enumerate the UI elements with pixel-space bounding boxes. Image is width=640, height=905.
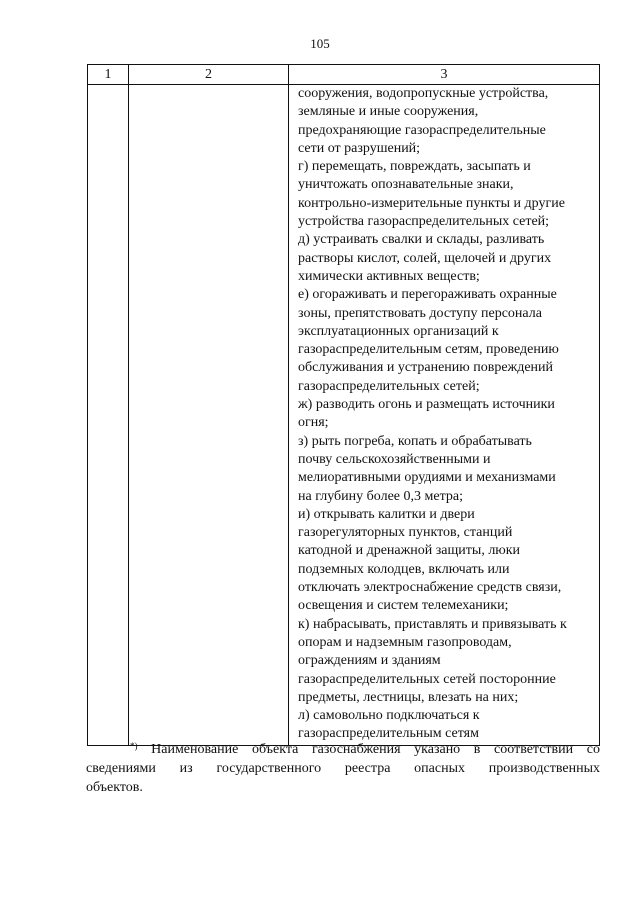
text-line: обслуживания и устранению повреждений xyxy=(298,360,554,376)
footnote-line: сведениями из государственного реестра опасных производственных xyxy=(86,761,600,776)
text-line: опорам и надземным газопроводам, xyxy=(298,634,512,650)
text-line: освещения и систем телемеханики; xyxy=(298,598,509,614)
text-line: уничтожать опознавательные знаки, xyxy=(298,177,514,193)
column-header-2: 2 xyxy=(129,65,289,85)
column-1-cell xyxy=(88,85,129,746)
text-line: контрольно-измерительные пункты и другие xyxy=(298,195,565,211)
text-line: ограждениям и зданиям xyxy=(298,653,441,669)
text-line: земляные и иные сооружения, xyxy=(298,104,479,120)
text-line: сооружения, водопропускные устройства, xyxy=(298,86,549,101)
text-line: эксплуатационных организаций к xyxy=(298,323,499,339)
text-line: газораспределительным сетям, проведению xyxy=(298,342,559,358)
table-row xyxy=(88,85,600,746)
page-number: 105 xyxy=(310,36,330,51)
text-line: и) открывать калитки и двери xyxy=(298,506,475,522)
text-line: к) набрасывать, приставлять и привязывать к xyxy=(298,616,567,632)
column-header-3: 3 xyxy=(289,65,600,85)
text-line: ж) разводить огонь и размещать источники xyxy=(298,397,555,413)
column-3-cell xyxy=(289,85,600,746)
text-line: г) перемещать, повреждать, засыпать и xyxy=(298,159,531,175)
text-line: на глубину более 0,3 метра; xyxy=(298,488,463,504)
column-2-cell xyxy=(129,85,289,746)
footnote-line xyxy=(86,740,600,759)
text-line: газораспределительных сетей; xyxy=(298,378,480,394)
footnote-line: объектов. xyxy=(86,780,143,795)
text-line: отключать электроснабжение средств связи, xyxy=(298,580,562,596)
text-line: химически активных веществ; xyxy=(298,268,480,284)
text-line: зоны, препятствовать доступу персонала xyxy=(298,305,542,321)
text-line: устройства газораспределительных сетей; xyxy=(298,214,550,230)
table-header-row xyxy=(88,65,600,85)
text-line: предметы, лестницы, влезать на них; xyxy=(298,689,519,705)
text-line: мелиоративными орудиями и механизмами xyxy=(298,470,556,486)
requirements-table xyxy=(87,64,600,746)
footnote-marker: *) xyxy=(130,741,138,751)
text-line: газораспределительным сетям xyxy=(298,726,479,742)
text-line: д) устраивать свалки и склады, разливать xyxy=(298,232,545,248)
text-line: сети от разрушений; xyxy=(298,140,421,156)
text-line: предохраняющие газораспределительные xyxy=(298,122,546,138)
text-line: газорегуляторных пунктов, станций xyxy=(298,525,513,541)
footnote-text-1: Наименование объекта газоснабжения указано в соответствии со xyxy=(151,742,600,757)
text-line: огня; xyxy=(298,415,329,431)
text-line: подземных колодцев, включать или xyxy=(298,561,510,577)
text-line: почву сельскохозяйственными и xyxy=(298,451,491,467)
text-line: растворы кислот, солей, щелочей и других xyxy=(298,250,552,266)
footnote xyxy=(86,740,600,797)
text-line: з) рыть погреба, копать и обрабатывать xyxy=(298,433,532,449)
text-line: е) огораживать и перегораживать охранные xyxy=(298,287,557,303)
text-line: газораспределительных сетей посторонние xyxy=(298,671,556,687)
text-line: катодной и дренажной защиты, люки xyxy=(298,543,521,559)
column-header-1: 1 xyxy=(88,65,129,85)
text-line: л) самовольно подключаться к xyxy=(298,708,480,724)
restrictions-text xyxy=(289,85,599,744)
